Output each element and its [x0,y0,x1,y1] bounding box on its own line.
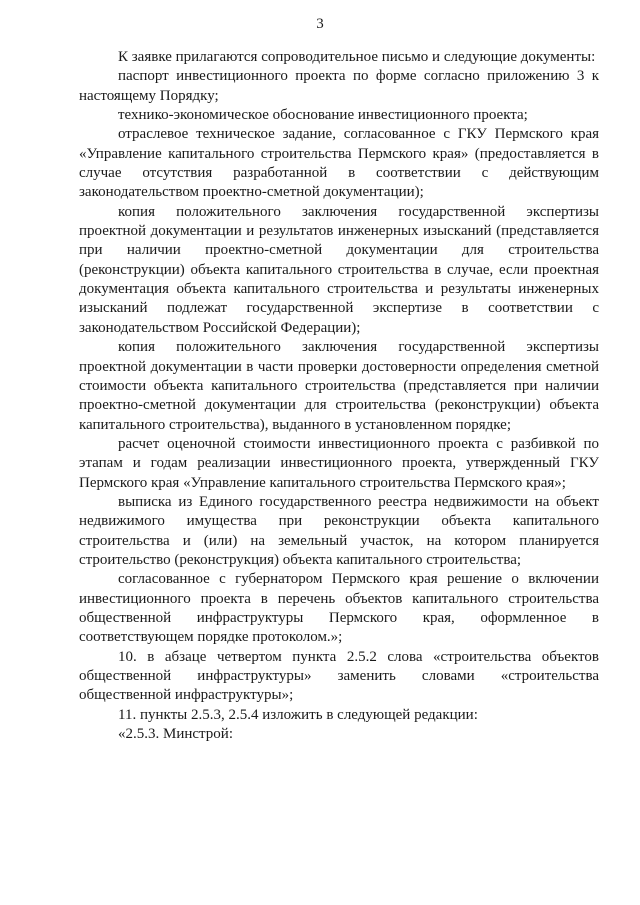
paragraph-expertise-copy: копия положительного заключения государственной экспертизы проектной документации и результатов инженерных изысканий (представляется при наличии проектно-сметной документации для строительства (реконструкции) объекта капитального строительства в случае, если проектная документация объекта капитального строительства и результаты инженерных изысканий подлежат государственной экспертизе в соответствии с законодательством Российской Федерации); [79,203,599,336]
paragraph-cost-calculation: расчет оценочной стоимости инвестиционного проекта с разбивкой по этапам и годам реализации инвестиционного проекта, утвержденный ГКУ Пермского края «Управление капитального строительства Пермского края»; [79,435,599,491]
paragraph-section-2-5-3: «2.5.3. Минстрой: [118,726,233,743]
paragraph-item-11: 11. пункты 2.5.3, 2.5.4 изложить в следующей редакции: [118,706,478,723]
paragraph-technical-assignment: отраслевое техническое задание, согласованное с ГКУ Пермского края «Управление капитального строительства Пермского края» (предоставляется в случае отсутствия разработанной в соответствии с действующим законодательством проектно-сметной документации); [79,126,599,201]
paragraph-project-passport: паспорт инвестиционного проекта по форме согласно приложению 3 к настоящему Порядку; [79,68,599,104]
paragraph-item-10: 10. в абзаце четвертом пункта 2.5.2 слова «строительства объектов общественной инфраструктуры» заменить словами «строительства общественной инфраструктуры»; [79,648,599,704]
document-body [79,48,599,744]
paragraph-feasibility-study: технико-экономическое обоснование инвестиционного проекта; [118,107,528,124]
paragraph-estimate-expertise-copy: копия положительного заключения государственной экспертизы проектной документации в части проверки достоверности определения сметной стоимости объекта капитального строительства (представляется при наличии проектно-сметной документации для строительства (реконструкции) объекта капитального строительства), выданного в установленном порядке; [79,339,599,433]
paragraph-governor-decision: согласованное с губернатором Пермского края решение о включении инвестиционного проекта в перечень объектов капитального строительства общественной инфраструктуры Пермского края, оформленное в соответствующем порядке протоколом.»; [79,571,599,646]
paragraph-registry-extract: выписка из Единого государственного реестра недвижимости на объект недвижимого имущества при реконструкции объекта капитального строительства и (или) на земельный участок, на котором планируется строительство (реконструкция) объекта капитального строительства; [79,493,599,568]
page-number: 3 [316,16,324,32]
paragraph-attachments-intro: К заявке прилагаются сопроводительное письмо и следующие документы: [118,49,596,65]
